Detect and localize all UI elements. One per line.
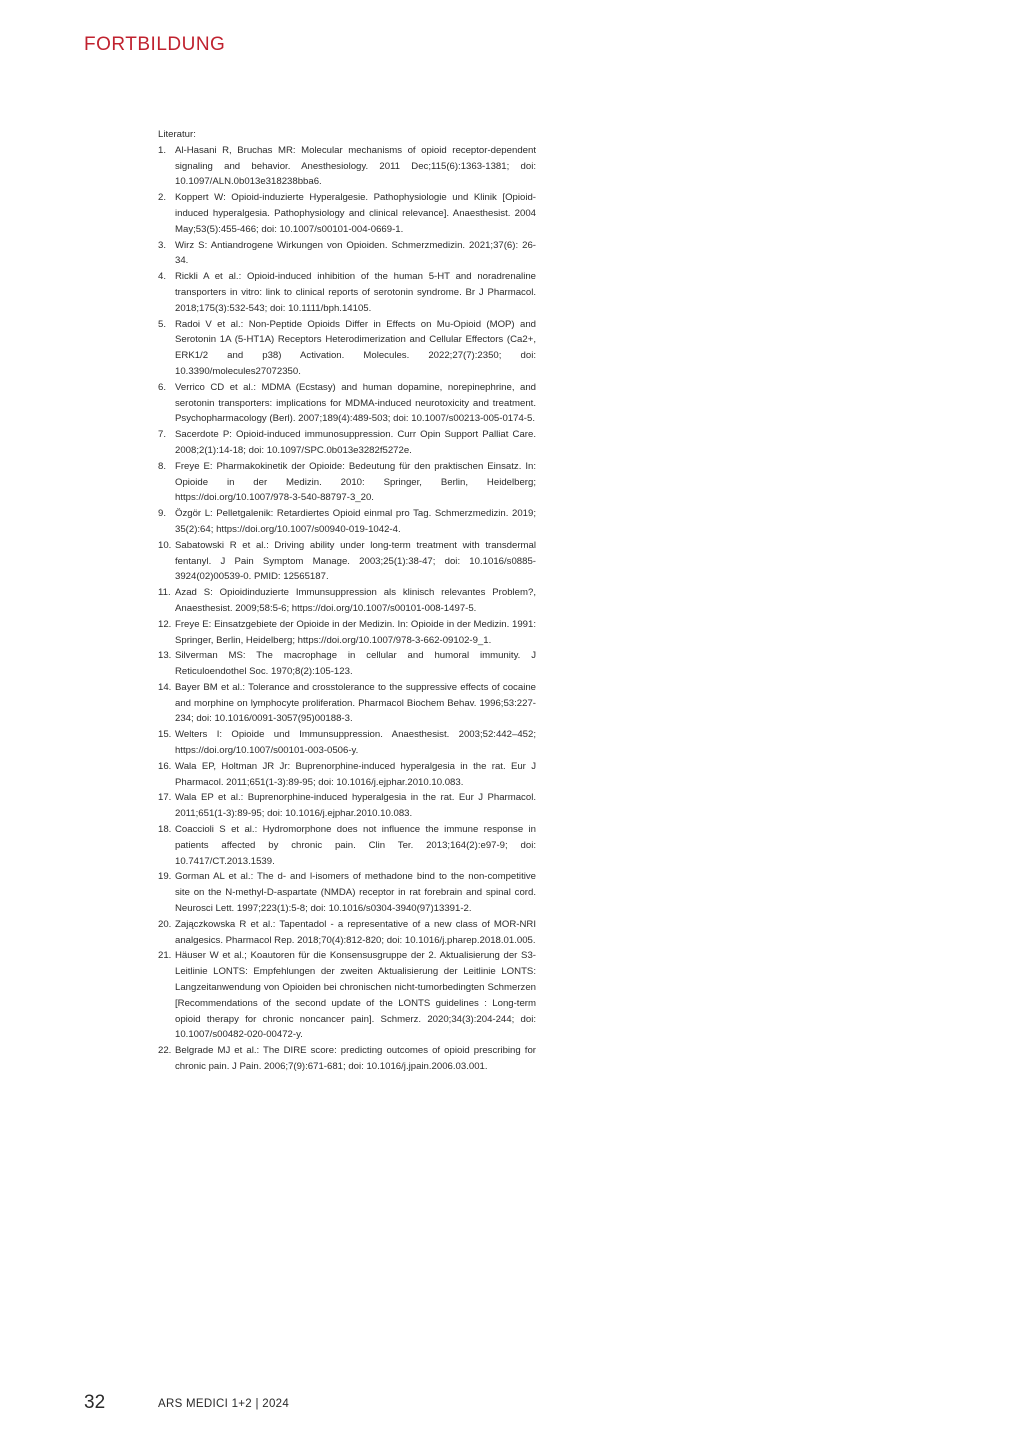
reference-item [158,585,536,617]
reference-text: Wala EP, Holtman JR Jr: Buprenorphine-induced hyperalgesia in the rat. Eur J Pharmacol. 2011;651(1-3):89-95; doi: 10.1016/j.ejphar.2010.10.083. [175,760,536,788]
reference-text: Al-Hasani R, Bruchas MR: Molecular mechanisms of opioid receptor-dependent signaling and behavior. Anesthesiology. 2011 Dec;115(6):1363-1381; doi: 10.1097/ALN.0b013e318238bba6. [175,144,536,188]
reference-text: Bayer BM et al.: Tolerance and crosstolerance to the suppressive effects of cocaine and morphine on lymphocyte proliferation. Pharmacol Biochem Behav. 1996;53:227-234; doi: 10.1016/0091-3057(95)00188-3. [175,681,536,725]
reference-number: 15. [158,729,172,741]
reference-number: 18. [158,824,172,836]
reference-number: 10. [158,539,172,551]
reference-text: Coaccioli S et al.: Hydromorphone does not influence the immune response in patients affected by chronic pain. Clin Ter. 2013;164(2):e97-9; doi: 10.7417/CT.2013.1539. [175,824,536,867]
section-title: FORTBILDUNG [84,34,226,55]
reference-item [158,727,536,759]
reference-text: Häuser W et al.; Koautoren für die Konsensusgruppe der 2. Aktualisierung der S3-Leitlinie LONTS: Empfehlungen der zweiten Aktualisierung der Leitlinie LONTS: Langzeitanwendung von Opioiden bei chronischen nicht-tumorbedingten Schmerzen [Recommendations of the second update of the LONTS guidelines : Long-term opioid therapy for chronic noncancer pain]. Schmerz. 2020;34(3):204-244; doi: 10.1007/s00482-020-00472-y. [175,950,536,1041]
literature-section [158,127,536,1075]
reference-number: 3. [158,239,167,251]
literature-label: Literatur: [158,129,196,140]
reference-number: 1. [158,144,167,156]
reference-text: Sacerdote P: Opioid-induced immunosuppression. Curr Opin Support Palliat Care. 2008;2(1):14-18; doi: 10.1097/SPC.0b013e3282f5272e. [175,429,536,456]
reference-text: Azad S: Opioidinduzierte Immunsuppression als klinisch relevantes Problem?, Anaesthesist. 2009;58:5-6; https://doi.org/10.1007/s00101-008-1497-5. [175,587,536,614]
reference-item [158,822,536,869]
reference-number: 17. [158,792,172,804]
reference-number: 6. [158,381,167,393]
reference-item [158,917,536,949]
reference-item [158,143,536,190]
reference-text: Welters I: Opioide und Immunsuppression. Anaesthesist. 2003;52:442–452; https://doi.org/10.1007/s00101-003-0506-y. [175,729,536,757]
reference-text: Belgrade MJ et al.: The DIRE score: predicting outcomes of opioid prescribing for chronic pain. J Pain. 2006;7(9):671-681; doi: 10.1016/j.jpain.2006.03.001. [175,1045,536,1073]
reference-text: Verrico CD et al.: MDMA (Ecstasy) and human dopamine, norepinephrine, and serotonin transporters: implications for MDMA-induced neurotoxicity and treatment. Psychopharmacology (Berl). 2007;189(4):489-503; doi: 10.1007/s00213-005-0174-5. [175,381,536,425]
reference-text: Koppert W: Opioid-induzierte Hyperalgesie. Pathophysiologie und Klinik [Opioid-induced hyperalgesia. Pathophysiology and clinical relevance]. Anaesthesist. 2004 May;53(5):455-466; doi: 10.1007/s00101-004-0669-1. [175,192,536,235]
reference-item [158,948,536,1043]
reference-number: 16. [158,760,172,772]
reference-number: 21. [158,950,172,962]
reference-number: 2. [158,192,167,204]
reference-number: 7. [158,429,167,441]
reference-number: 13. [158,650,172,662]
reference-item [158,506,536,538]
reference-number: 9. [158,508,167,520]
reference-item [158,617,536,649]
reference-number: 22. [158,1045,172,1057]
reference-number: 8. [158,460,167,472]
reference-number: 20. [158,918,172,930]
reference-number: 5. [158,318,167,330]
reference-item [158,680,536,727]
reference-text: Radoi V et al.: Non-Peptide Opioids Differ in Effects on Mu-Opioid (MOP) and Serotonin 1A (5-HT1A) Receptors Heterodimerization and Cellular Effectors (Ca2+, ERK1/2 and p38) Activation. Molecules. 2022;27(7):2350; doi: 10.3390/molecules27072350. [175,318,536,377]
reference-item [158,790,536,822]
reference-item [158,238,536,270]
reference-item [158,648,536,680]
reference-number: 14. [158,681,172,693]
reference-item [158,190,536,237]
reference-item [158,759,536,791]
reference-item [158,269,536,316]
reference-item [158,427,536,459]
reference-text: Özgör L: Pelletgalenik: Retardiertes Opioid einmal pro Tag. Schmerzmedizin. 2019; 35(2):64; https://doi.org/10.1007/s00940-019-1042-4. [175,508,536,535]
page-number: 32 [84,1392,106,1413]
reference-item [158,459,536,506]
journal-issue: ARS MEDICI 1+2 | 2024 [158,1398,290,1410]
reference-text: Freye E: Pharmakokinetik der Opioide: Bedeutung für den praktischen Einsatz. In: Opioide in der Medizin. 2010: Springer, Berlin, Heidelberg; https://doi.org/10.1007/978-3-540-88797-3_20. [175,460,536,504]
reference-text: Wala EP et al.: Buprenorphine-induced hyperalgesia in the rat. Eur J Pharmacol. 2011;651(1-3):89-95; doi: 10.1016/j.ejphar.2010.10.083. [175,792,536,820]
reference-text: Gorman AL et al.: The d- and l-isomers of methadone bind to the non-competitive site on the N-methyl-D-aspartate (NMDA) receptor in rat forebrain and spinal cord. Neurosci Lett. 1997;223(1):5-8; doi: 10.1016/s0304-3940(97)13391-2. [175,871,536,915]
reference-item [158,538,536,585]
reference-text: Silverman MS: The macrophage in cellular and humoral immunity. J Reticuloendothel Soc. 1970;8(2):105-123. [175,650,536,678]
reference-number: 4. [158,271,167,283]
reference-number: 11. [158,587,171,599]
reference-number: 12. [158,618,172,630]
reference-item [158,380,536,427]
reference-text: Wirz S: Antiandrogene Wirkungen von Opioiden. Schmerzmedizin. 2021;37(6): 26-34. [175,239,536,267]
reference-text: Rickli A et al.: Opioid-induced inhibition of the human 5-HT and noradrenaline transporters in vitro: link to clinical reports of serotonin syndrome. Br J Pharmacol. 2018;175(3):532-543; doi: 10.1111/bph.14105. [175,271,536,314]
reference-text: Freye E: Einsatzgebiete der Opioide in der Medizin. In: Opioide in der Medizin. 1991: Springer, Berlin, Heidelberg; https://doi.org/10.1007/978-3-662-09102-9_1. [175,618,536,646]
reference-list [158,143,536,1075]
reference-text: Sabatowski R et al.: Driving ability under long-term treatment with transdermal fentanyl. J Pain Symptom Manage. 2003;25(1):38-47; doi: 10.1016/s0885-3924(02)00539-0. PMID: 12565187. [175,539,536,583]
reference-text: Zajączkowska R et al.: Tapentadol - a representative of a new class of MOR-NRI analgesics. Pharmacol Rep. 2018;70(4):812-820; doi: 10.1016/j.pharep.2018.01.005. [175,918,536,946]
reference-item [158,869,536,916]
reference-item [158,1043,536,1075]
reference-number: 19. [158,871,172,883]
reference-item [158,317,536,380]
